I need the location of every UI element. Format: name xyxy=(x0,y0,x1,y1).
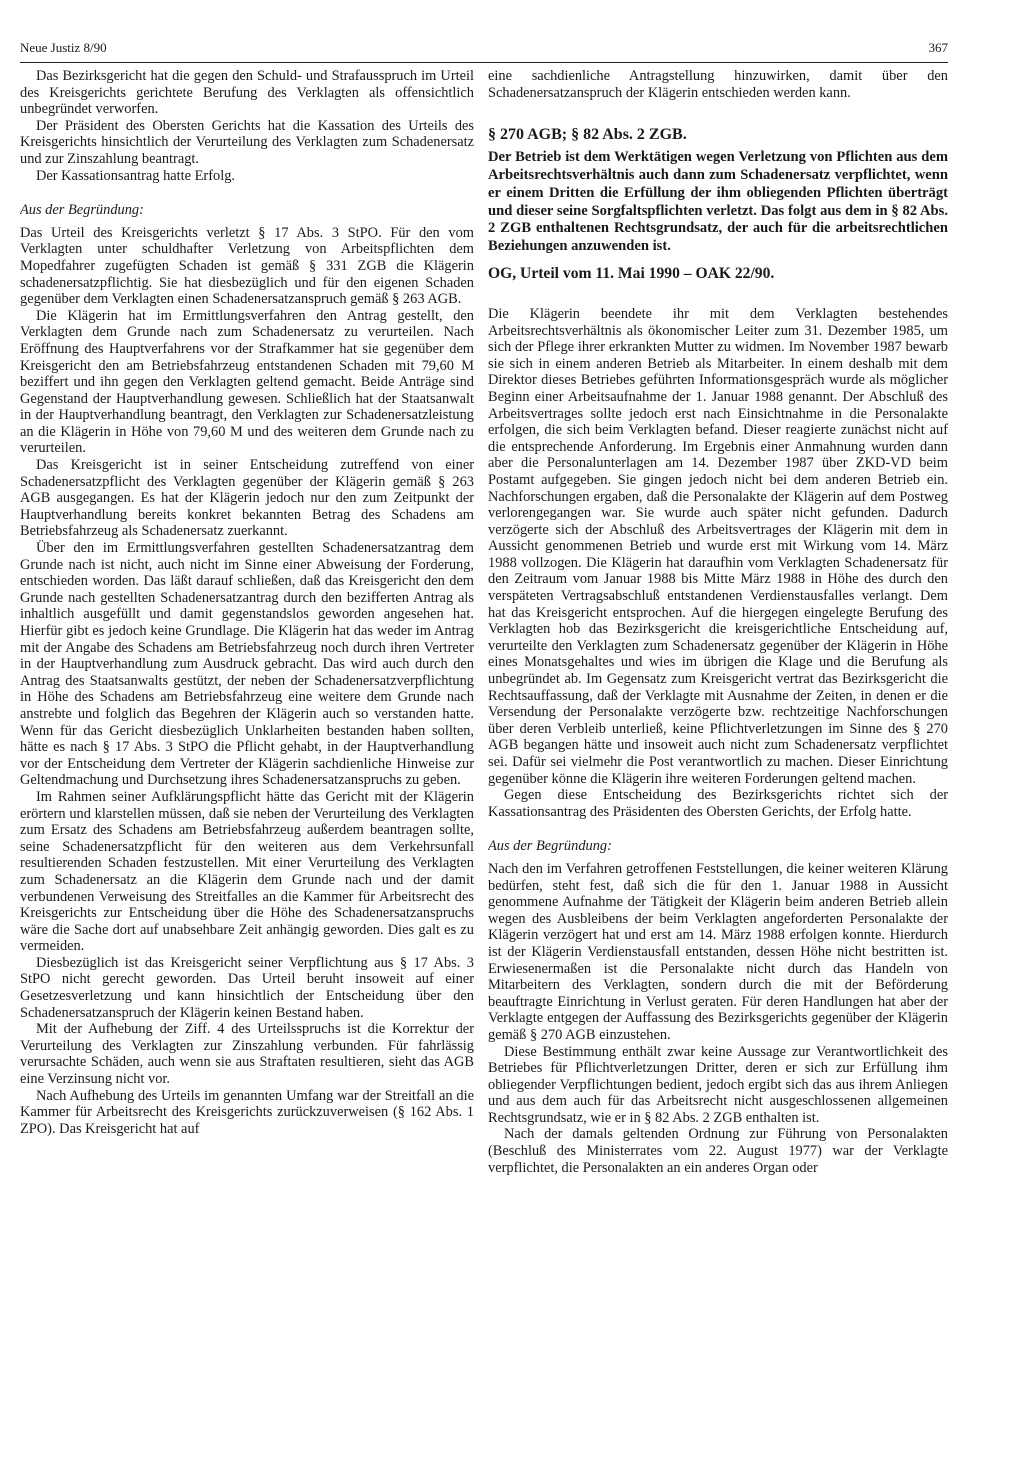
section-subheading: Aus der Begründung: xyxy=(488,838,612,855)
running-header xyxy=(20,38,948,63)
paragraph: Das Bezirksgericht hat die gegen den Schuld- und Strafausspruch im Urteil des Kreisgerichts gerichtete Berufung des Verklagten als offensichtlich unbegründet verworfen. xyxy=(20,68,474,118)
paragraph: Die Klägerin beendete ihr mit dem Verklagten bestehendes Arbeitsrechtsverhältnis als ökonomischer Leiter zum 31. Dezember 1985, um sich der Pflege ihrer erkrankten Mutter zu widmen. Im November 1987 bewarb sie sich in einem anderen Betrieb als Mitarbeiter. In einem deshalb mit dem Direktor dieses Betriebes geführten Informationsgespräch wurde als möglicher Beginn einer Arbeitsaufnahme der 1. Januar 1988 genannt. Der Abschluß des Arbeitsvertrages sollte jedoch erst nach Einsichtnahme in die Personalakte erfolgen, die sich beim Verklagten befand. Dieser reagierte zunächst nicht auf die entsprechende Anforderung. Im Ergebnis einer Anmahnung wurden dann aber die Personalunterlagen am 14. Dezember 1987 über ZKD-VD beim Postamt aufgegeben. Sie gingen jedoch nicht bei dem anderen Betrieb ein. Nachforschungen ergaben, daß die Personalakte der Klägerin auf dem Postweg verlorengegangen war. Sie wurde auch später nicht gefunden. Dadurch verzögerte sich der Abschluß des Arbeitsvertrages der Klägerin mit dem in Aussicht genommenen Betrieb und wurde erst mit Wirkung vom 14. März 1988 vollzogen. Die Klägerin hat daraufhin vom Verklagten Schadenersatz für den Zeitraum vom Januar 1988 bis Mitte März 1988 in Höhe des durch den verspäteten Vertragsabschluß entstandenen Verdienstausfalles verlangt. Dem hat das Kreisgericht entsprochen. Auf die hiergegen eingelegte Berufung des Verklagten hob das Bezirksgericht die kreisgerichtliche Entscheidung auf, verurteilte den Verklagten zum Schadenersatz gegenüber der Klägerin in Höhe eines Monatsgehaltes und wies im übrigen die Klage und die Berufung als unbegründet ab. Im Gegensatz zum Kreisgericht vertrat das Bezirksgericht die Rechtsauffassung, daß der Verklagte mit Ausnahme der Zeiten, in denen er die Versendung der Personalakte verzögerte bzw. rechtzeitige Nachforschungen über deren Verbleib unterließ, keine Pflichtverletzungen im Sinne des § 270 AGB begangen hätte und insoweit auch nicht zum Schadenersatz verpflichtet sei. Dafür sei vielmehr die Post verantwortlich zu machen. Dieser Einrichtung gegenüber könne die Klägerin ihre weiteren Forderungen geltend machen. xyxy=(488,305,948,787)
norm-heading: § 270 AGB; § 82 Abs. 2 ZGB. xyxy=(488,126,687,144)
paragraph: Das Urteil des Kreisgerichts verletzt § 17 Abs. 3 StPO. Für den vom Verklagten unter schuldhafter Verletzung von Arbeitspflichten dem Mopedfahrer zugefügten Schaden ist gemäß § 331 ZGB die Klägerin schadenersatzpflichtig. Sie hat diesbezüglich und für den eigenen Schaden gegenüber dem Verklagten einen Schadenersatzanspruch gemäß § 263 AGB. xyxy=(20,224,474,308)
paragraph: Der Präsident des Obersten Gerichts hat die Kassation des Urteils des Kreisgerichts hinsichtlich der Verurteilung des Verklagten zum Schadenersatz und zur Zinszahlung beantragt. xyxy=(20,117,474,167)
paragraph: Das Kreisgericht ist in seiner Entscheidung zutreffend von einer Schadenersatzpflicht des Verklagten gegenüber der Klägerin gemäß § 263 AGB ausgegangen. Es hat der Klägerin jedoch nur den zum Zeitpunkt der Hauptverhandlung bereits konkret bekannten Betrag des Schadens am Betriebsfahrzeug als Schadenersatz zuerkannt. xyxy=(20,457,474,540)
paragraph: Mit der Aufhebung der Ziff. 4 des Urteilsspruchs ist die Korrektur der Verurteilung des Verklagten zur Zinszahlung verbunden. Für fahrlässig verursachte Schäden, auch wenn sie aus Straftaten resultieren, sieht das AGB eine Verzinsung nicht vor. xyxy=(20,1021,474,1088)
decision-citation: OG, Urteil vom 11. Mai 1990 – OAK 22/90. xyxy=(488,264,775,282)
paragraph: Die Klägerin hat im Ermittlungsverfahren den Antrag gestellt, den Verklagten dem Grunde nach zum Schadenersatz zu verurteilen. Nach Eröffnung des Hauptverfahrens vor der Strafkammer hat sie gegenüber dem Kreisgericht den am Betriebsfahrzeug entstandenen Schaden mit 79,60 M beziffert und ihn gegen den Verklagten geltend gemacht. Beide Anträge sind Gegenstand der Hauptverhandlung gewesen. Schließlich hat der Staatsanwalt in der Hauptverhandlung beantragt, den Verklagten zur Schadenersatzleistung an die Klägerin in Höhe von 79,60 M und des weiteren dem Grunde nach zu verurteilen. xyxy=(20,307,474,457)
paragraph: Der Kassationsantrag hatte Erfolg. xyxy=(36,167,236,184)
paragraph: Im Rahmen seiner Aufklärungspflicht hätte das Gericht mit der Klägerin erörtern und klarstellen müssen, daß sie neben der Verurteilung des Verklagten zum Ersatz des Schadens am Betriebsfahrzeug außerdem beantragen sollte, seine Schadenersatzpflicht für den weiteren aus dem Verkehrsunfall resultierenden Schaden festzustellen. Mit einer Verurteilung des Verklagten zum Schadenersatz an die Klägerin dem Grunde nach und der damit verbundenen Verweisung des Streitfalles an die Kammer für Arbeitsrecht des Kreisgerichts zur Entscheidung über die Höhe des Schadenersatzanspruchs wäre die Sache dort auf unabsehbare Zeit anhängig geworden. Dies galt es zu vermeiden. xyxy=(20,788,474,955)
page-number: 367 xyxy=(928,40,948,55)
paragraph: Gegen diese Entscheidung des Bezirksgerichts richtet sich der Kassationsantrag des Präsidenten des Obersten Gerichts, der Erfolg hatte. xyxy=(488,787,948,820)
paragraph: eine sachdienliche Antragstellung hinzuwirken, damit über den Schadenersatzanspruch der Klägerin entschieden werden kann. xyxy=(488,68,948,101)
paragraph: Über den im Ermittlungsverfahren gestellten Schadenersatzantrag dem Grunde nach ist nicht, auch nicht im Sinne einer Abweisung der Forderung, entschieden worden. Das läßt darauf schließen, daß das Kreisgericht den dem Grunde nach gestellten Schadenersatzantrag durch den bezifferten Antrag als inhaltlich ausgefüllt und damit gegenstandslos geworden angesehen hat. Hierfür gibt es jedoch keine Grundlage. Die Klägerin hat das weder im Antrag mit der Angabe des Schadens am Betriebsfahrzeug noch durch ihren Vertreter in der Hauptverhandlung zum Ausdruck gebracht. Das wird auch durch den Antrag des Staatsanwalts gestützt, der neben der Schadenersatzverpflichtung in Höhe des Schadens am Betriebsfahrzeug eine weitere dem Grunde nach anstrebte und folglich das Begehren der Klägerin auch so verstanden hatte. Wenn für das Gericht diesbezüglich Unklarheiten bestanden haben sollten, hätte es nach § 17 Abs. 3 StPO die Pflicht gehabt, in der Hauptverhandlung vor der Entscheidung dem Vertreter der Klägerin sachdienliche Hinweise zur Geltendmachung und Durchsetzung ihres Schadenersatzanspruchs zu geben. xyxy=(20,540,474,789)
paragraph: Diese Bestimmung enthält zwar keine Aussage zur Verantwortlichkeit des Betriebes für Pflichtverletzungen Dritter, deren er sich zur Erfüllung ihm obliegender Verpflichtungen bedient, jedoch ergibt sich das aus ihrem Anliegen und aus dem auch für das Arbeitsrecht nicht ausgeschlossenen allgemeinen Rechtsgrundsatz, wie er in § 82 Abs. 2 ZGB enthalten ist. xyxy=(488,1043,948,1126)
journal-title: Neue Justiz 8/90 xyxy=(20,40,107,55)
headnote: Der Betrieb ist dem Werktätigen wegen Verletzung von Pflichten aus dem Arbeitsrechtsverhältnis auch dann zum Schadenersatz verpflichtet, wenn er einem Dritten die Erfüllung der ihm obliegenden Pflichten überträgt und dieser seine Sorgfaltspflichten verletzt. Das folgt aus dem in § 82 Abs. 2 ZGB enthaltenen Rechtsgrundsatz, der auch für die arbeitsrechtlichen Beziehungen anzuwenden ist. xyxy=(488,149,948,255)
left-column xyxy=(20,68,474,1465)
paragraph: Diesbezüglich ist das Kreisgericht seiner Verpflichtung aus § 17 Abs. 3 StPO nicht gerecht geworden. Das Urteil beruht insoweit auf einer Gesetzesverletzung und kann hinsichtlich der Entscheidung über den Schadenersatzanspruch der Klägerin keinen Bestand haben. xyxy=(20,954,474,1021)
section-subheading: Aus der Begründung: xyxy=(20,202,144,219)
paragraph: Nach Aufhebung des Urteils im genannten Umfang war der Streitfall an die Kammer für Arbeitsrecht des Kreisgerichts zurückzuverweisen (§ 162 Abs. 1 ZPO). Das Kreisgericht hat auf xyxy=(20,1087,474,1137)
right-column xyxy=(488,68,948,1465)
paragraph: Nach der damals geltenden Ordnung zur Führung von Personalakten (Beschluß des Ministerrates vom 22. August 1977) war der Verklagte verpflichtet, die Personalakten an ein anderes Organ oder xyxy=(488,1126,948,1176)
paragraph: Nach den im Verfahren getroffenen Feststellungen, die keiner weiteren Klärung bedürfen, steht fest, daß sich die für den 1. Januar 1988 in Aussicht genommene Aufnahme der Tätigkeit der Klägerin beim anderen Betrieb allein wegen des Ausbleibens der beim Verklagten angeforderten Personalakte der Klägerin verzögert hat und erst am 14. März 1988 erfolgen konnte. Hierdurch ist der Klägerin Verdienstausfall entstanden, dessen Höhe nicht bestritten ist. Erwiesenermaßen ist die Personalakte nicht durch das Handeln von Mitarbeitern des Verklagten, sondern durch die mit der Beförderung beauftragte Einrichtung in Verlust geraten. Für deren Handlungen hat aber der Verklagte entgegen der Auffassung des Bezirksgerichts gegenüber der Klägerin gemäß § 270 AGB einzustehen. xyxy=(488,860,948,1043)
